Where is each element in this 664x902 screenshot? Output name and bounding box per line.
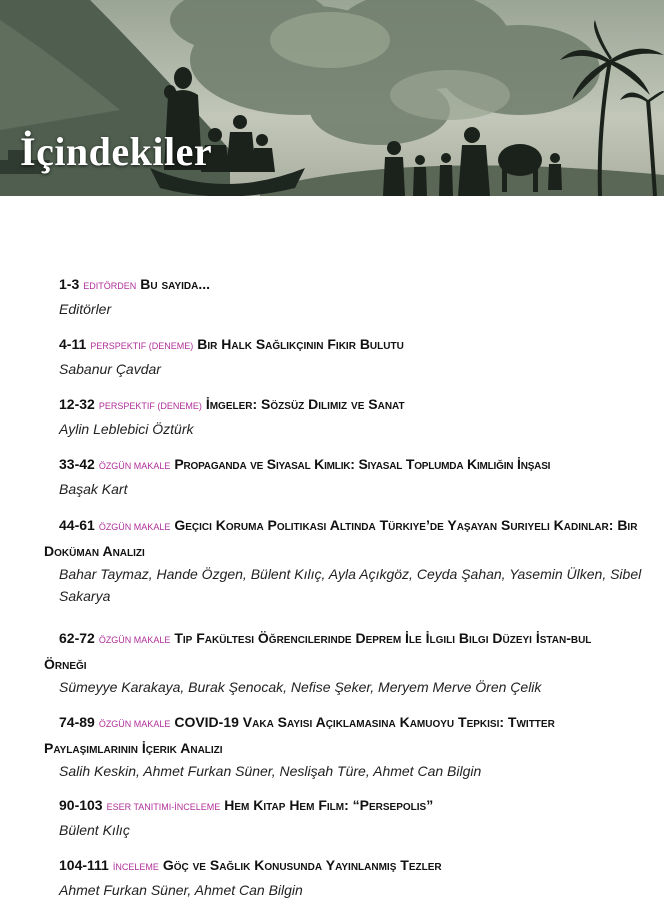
article-title: COVID-19 Vaka Sayısı Açıklamasına Kamuoyu Tepkisi: Twitter Paylaşımlarının İçerik Analizi — [44, 714, 555, 756]
page-range: 90-103 — [59, 797, 103, 813]
authors: Bahar Taymaz, Hande Özgen, Bülent Kılıç, Ayla Açıkgöz, Ceyda Şahan, Yasemin Ülken, Sibel Sakarya — [59, 566, 642, 604]
category-label: PERSPEKTIF (DENEME) — [90, 341, 194, 351]
toc-entry[interactable] — [44, 392, 644, 440]
page-range: 44-61 — [59, 517, 95, 533]
authors: Başak Kart — [59, 481, 128, 497]
header-banner — [0, 0, 664, 196]
authors: Editörler — [59, 301, 112, 317]
category-label: EDITÖRDEN — [83, 281, 137, 291]
authors: Sabanur Çavdar — [59, 361, 161, 377]
article-title: Göç ve Sağlık Konusunda Yayınlanmış Tezler — [162, 857, 442, 873]
category-label: ÖZGÜN MAKALE — [98, 719, 171, 729]
page-range: 62-72 — [59, 630, 95, 646]
article-title: Hem Kitap Hem Film: “Persepolis” — [224, 797, 434, 813]
page-range: 104-111 — [59, 857, 109, 873]
article-title: Tıp Fakültesi Öğrencilerinde Deprem İle İlgili Bilgi Düzeyi İstan-bul Örneği — [44, 630, 592, 672]
category-label: ESER TANITIMI-İNCELEME — [106, 802, 221, 812]
authors: Aylin Leblebici Öztürk — [59, 421, 194, 437]
article-title: Bu sayıda... — [140, 276, 211, 292]
authors: Bülent Kılıç — [59, 822, 130, 838]
authors: Salih Keskin, Ahmet Furkan Süner, Neslişah Türe, Ahmet Can Bilgin — [59, 763, 482, 779]
category-label: PERSPEKTIF (DENEME) — [98, 401, 202, 411]
toc-entry[interactable] — [44, 853, 644, 901]
category-label: ÖZGÜN MAKALE — [98, 522, 171, 532]
authors: Sümeyye Karakaya, Burak Şenocak, Nefise Şeker, Meryem Merve Ören Çelik — [59, 679, 542, 695]
article-title: Bir Halk Sağlıkçının Fikir Bulutu — [197, 336, 404, 352]
toc-entry[interactable] — [44, 452, 644, 500]
toc-entry[interactable] — [44, 793, 644, 841]
authors: Ahmet Furkan Süner, Ahmet Can Bilgin — [59, 882, 303, 898]
toc-entry[interactable] — [44, 332, 644, 380]
toc-entry[interactable] — [44, 626, 644, 698]
toc-entry[interactable] — [44, 513, 644, 607]
article-title: Geçici Koruma Politikası Altında Türkiye’de Yaşayan Suriyeli Kadınlar: Bir Doküman Analizi — [44, 517, 638, 559]
article-title: Propaganda ve Siyasal Kimlik: Siyasal Toplumda Kimliğin İnşası — [174, 456, 551, 472]
page-range: 4-11 — [59, 336, 87, 352]
category-label: ÖZGÜN MAKALE — [98, 635, 171, 645]
category-label: ÖZGÜN MAKALE — [98, 461, 171, 471]
page-range: 33-42 — [59, 456, 95, 472]
article-title: İmgeler: Sözsüz Dilimiz ve Sanat — [205, 396, 405, 412]
page-range: 74-89 — [59, 714, 95, 730]
category-label: İNCELEME — [112, 862, 159, 872]
page-range: 12-32 — [59, 396, 95, 412]
page-title: İçindekiler — [20, 129, 213, 174]
toc-entry[interactable] — [44, 272, 644, 320]
page-range: 1-3 — [59, 276, 80, 292]
toc-entry[interactable] — [44, 710, 644, 782]
